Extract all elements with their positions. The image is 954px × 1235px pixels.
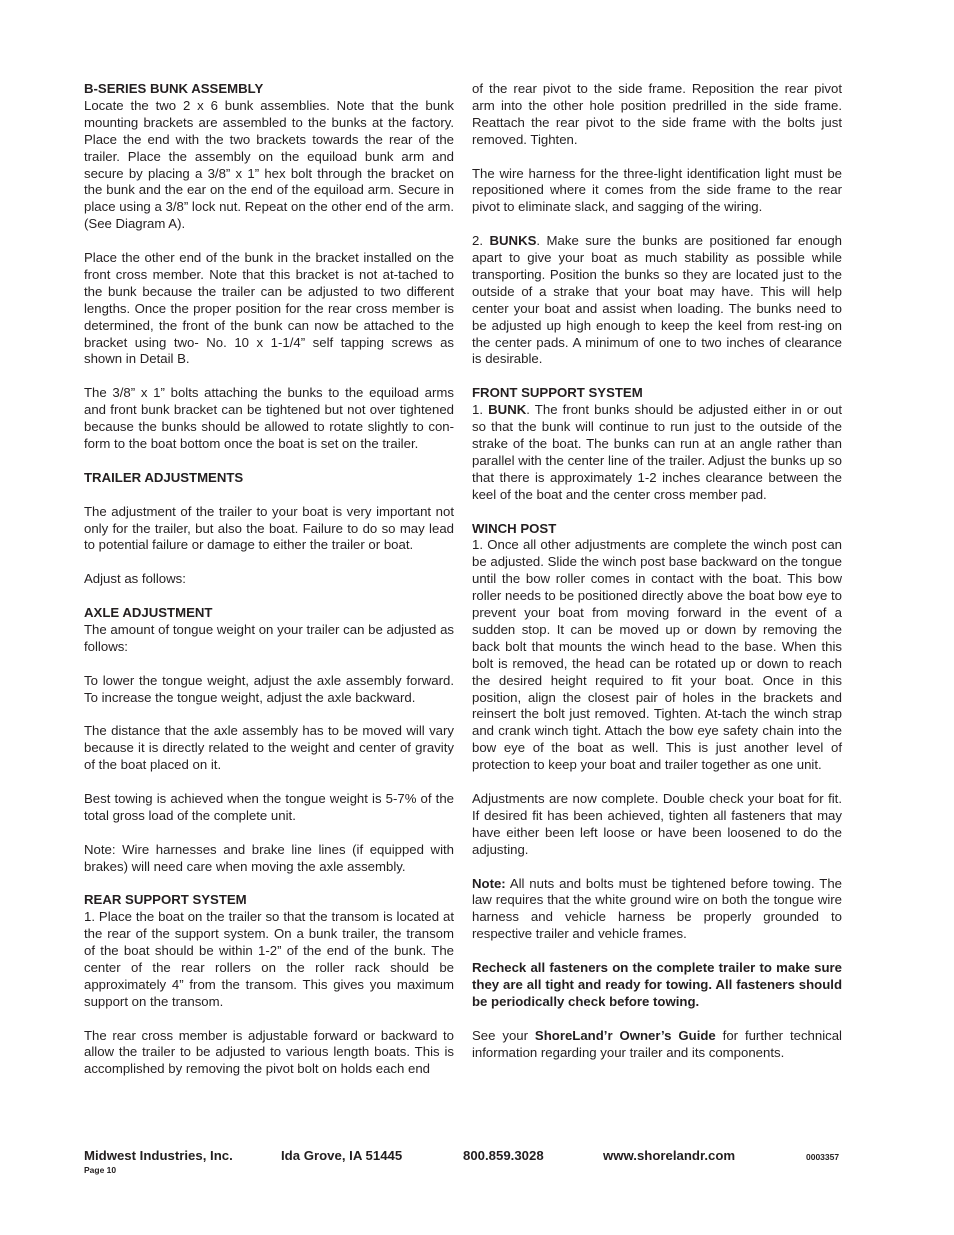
paragraph: 1. Place the boat on the trailer so that the transom is located at the rear of the support system. On a bunk trailer, the transom of the boat should be within 1-2” of the end of the bunk. The center of the rear rollers on the roller rack should be approximately 4” from the transom. This gives you maximum support on the transom.: [84, 909, 454, 1009]
recheck-warning: Recheck all fasteners on the complete trailer to make sure they are all tight and ready for towing. All fasteners should be periodically check before towing.: [472, 960, 842, 1009]
paragraph: The rear cross member is adjustable forward or backward to allow the trailer to be adjusted to various length boats. This is accomplished by removing the pivot bolt on holds each end: [84, 1027, 454, 1077]
winch-post-section: [472, 521, 842, 775]
paragraph: of the rear pivot to the side frame. Reposition the rear pivot arm into the other hole position predrilled in the side frame. Reattach the rear pivot to the side frame with the bolts just removed. Tighten.: [472, 81, 842, 147]
paragraph: The amount of tongue weight on your trailer can be adjusted as follows:: [84, 621, 454, 654]
paragraph-text: See your: [472, 1027, 535, 1043]
paragraph: Best towing is achieved when the tongue weight is 5-7% of the total gross load of the complete unit.: [84, 790, 454, 823]
list-number: 1.: [472, 402, 489, 418]
section-heading-rear-support: REAR SUPPORT SYSTEM: [84, 892, 247, 908]
rear-support-section: [84, 892, 454, 1010]
paragraph: 1. Once all other adjustments are complete the winch post can be adjusted. Slide the winch post base backward on the tongue until the bow roller comes in contact with the boat. This bow roller needs to be positioned directly above the boat bow eye to prevent your boat from moving forward in the event of a sudden stop. It can be moved up or down by removing the back bolt that mounts the winch head to the base. When this bolt is removed, the head can be rotated up or down to reach the desired height required to fit your boat. Once in this position, align the closest pair of holes in the brackets and reinsert the bolt just removed. Tighten. At-tach the winch strap and crank winch tight. Attach the bow eye safety chain into the bow eye of the boat as well. This is just another level of protection to keep your boat and trailer together as one unit.: [472, 537, 842, 773]
section-heading-trailer-adjustments: TRAILER ADJUSTMENTS: [84, 469, 244, 485]
paragraph: Place the other end of the bunk in the bracket installed on the front cross member. Note that this bracket is not at-tached to the bunk because the trailer can be adjusted to two different lengths. Once the proper position for the rear cross member is determined, the front of the bunk can now be attached to the bracket using two- No. 10 x 1-1/4” self tapping screws as shown in Detail B.: [84, 250, 454, 367]
paragraph: The 3/8” x 1” bolts attaching the bunks to the equiload arms and front bunk bracket can be tightened but not over tightened because the bunks should be allowed to rotate slightly to con-form to the boat bottom once the boat is set on the trailer.: [84, 385, 454, 451]
section-heading-front-support: FRONT SUPPORT SYSTEM: [472, 385, 643, 401]
note-label: Note:: [472, 875, 506, 891]
page-number: Page 10: [84, 1165, 117, 1175]
page-footer: [84, 1148, 844, 1178]
right-column: [472, 81, 842, 1078]
bunk-assembly-section: [84, 81, 454, 233]
section-heading-bunk-assembly: B-SERIES BUNK ASSEMBLY: [84, 81, 264, 96]
owners-guide-paragraph: [472, 1028, 842, 1062]
note-paragraph: [472, 876, 842, 944]
paragraph: [472, 402, 842, 503]
paragraph: Adjust as follows:: [84, 571, 186, 587]
paragraph-text: . Make sure the bunks are positioned far enough apart to give your boat as much stability as possible while transporting. Position the bunks so they are located just to the outside of a strake that your boat may have. This will help center your boat and assist when loading. The bunks need to be adjusted up high enough to keep the keel from rest-ing on the center pads. A minimum of one to two inches of clearance is desirable.: [472, 233, 842, 367]
left-column: [84, 81, 454, 1095]
paragraph: Locate the two 2 x 6 bunk assemblies. Note that the bunk mounting brackets are assembled to the bunks at the factory. Place the end with the two brackets towards the rear of the trailer. Place the assembly on the equiload bunk arm and secure by placing a 3/8” x 1” hex bolt through the bracket on the bunk and the ear on the end of the equiload arm. Secure in place using a 3/8” lock nut. Repeat on the other end of the arm. (See Diagram A).: [84, 97, 454, 232]
paragraph: The adjustment of the trailer to your boat is very important not only for the trailer, but also the boat. Failure to do so may lead to potential failure or damage to either the trailer or boat.: [84, 503, 454, 553]
paragraph: Adjustments are now complete. Double check your boat for fit. If desired fit has been achieved, tighten all fasteners that may have either been left loose or have been loosened to do the adjusting.: [472, 790, 842, 857]
front-support-section: [472, 385, 842, 503]
footer-document-code: 0003357: [806, 1152, 840, 1162]
list-number: 2.: [472, 233, 490, 249]
bold-term-bunk: BUNK: [488, 402, 527, 418]
footer-city: Ida Grove, IA 51445: [281, 1148, 403, 1163]
paragraph-text: for further technical information regarding your trailer and its components.: [472, 1027, 842, 1060]
axle-adjustment-section: [84, 605, 454, 656]
paragraph: The wire harness for the three-light identification light must be repositioned where it comes from the side frame to the rear pivot to eliminate slack, and sagging of the wiring.: [472, 165, 842, 215]
footer-company: Midwest Industries, Inc.: [84, 1148, 233, 1163]
owners-guide-title: ShoreLand’r Owner’s Guide: [534, 1027, 716, 1043]
paragraph: To lower the tongue weight, adjust the axle assembly forward. To increase the tongue weight, adjust the axle backward.: [84, 672, 454, 705]
paragraph-text: . The front bunks should be adjusted either in or out so that the bunk will continue to run just to the outside of the strake of the boat. The bunks can run at an angle rather than parallel with the center line of the trailer. Adjust the bunks up so that there is approximately 1-2 inches clearance between the keel of the boat and the center cross member pad.: [472, 402, 842, 502]
section-heading-axle-adjustment: AXLE ADJUSTMENT: [84, 605, 213, 620]
section-heading-winch-post: WINCH POST: [472, 520, 557, 536]
footer-phone: 800.859.3028: [463, 1148, 544, 1163]
footer-website: www.shorelandr.com: [603, 1148, 736, 1163]
bunks-paragraph: [472, 233, 842, 368]
bold-term-bunks: BUNKS: [489, 233, 537, 249]
paragraph: The distance that the axle assembly has to be moved will vary because it is directly related to the weight and center of gravity of the boat placed on it.: [84, 723, 454, 773]
paragraph-text: All nuts and bolts must be tightened before towing. The law requires that the white ground wire on both the tongue wire harness and vehicle harness be properly grounded to respective trailer and vehicle frames.: [472, 875, 842, 942]
paragraph: Note: Wire harnesses and brake line lines (if equipped with brakes) will need care when moving the axle assembly.: [84, 841, 454, 874]
